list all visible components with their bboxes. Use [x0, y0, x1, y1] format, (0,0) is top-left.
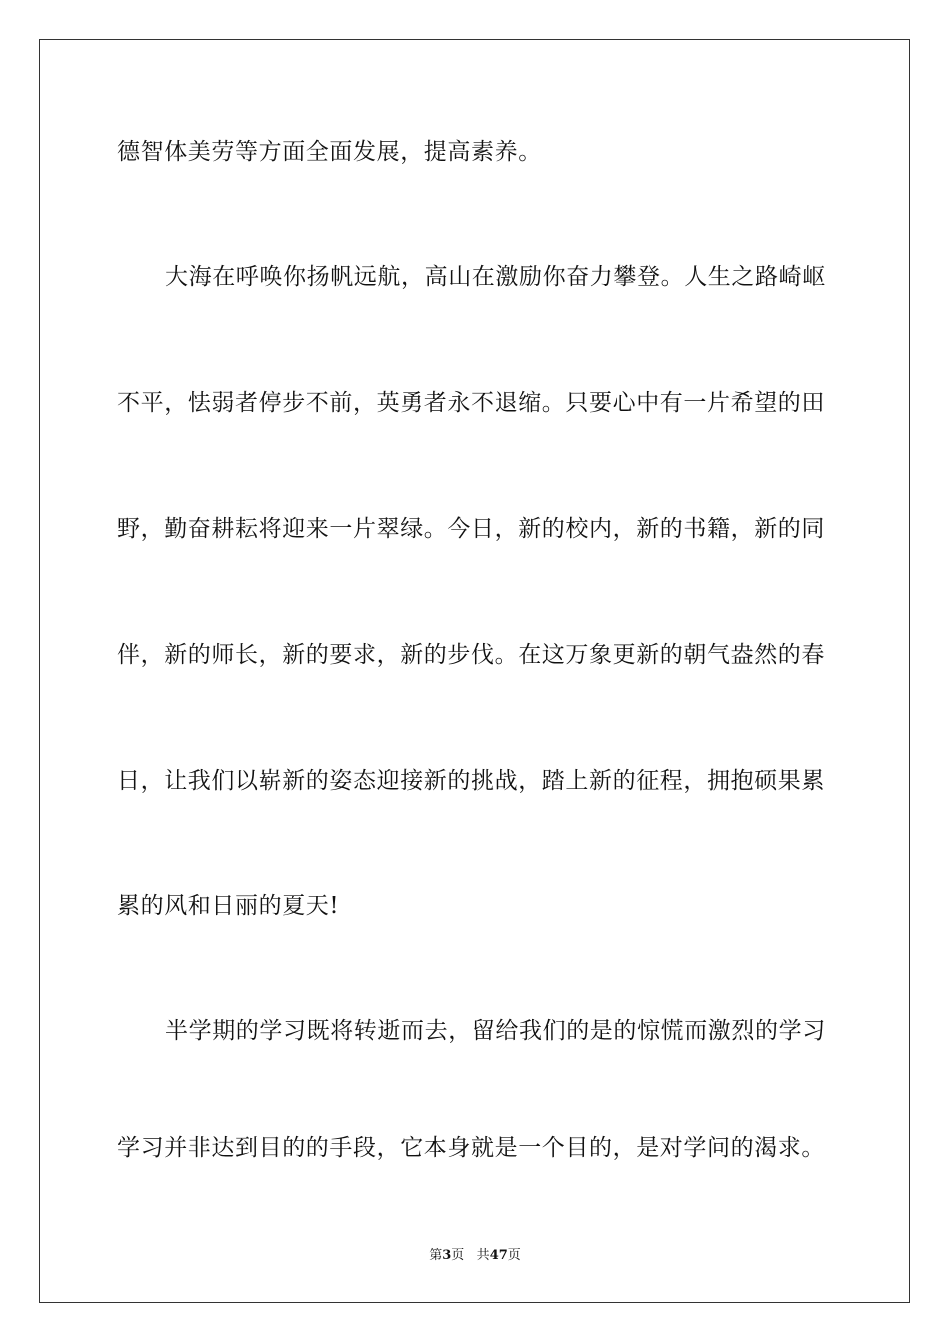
total-pages: 47 — [489, 1248, 508, 1263]
text-line-4: 野，勤奋耕耘将迎来一片翠绿。今日，新的校内，新的书籍，新的同 — [117, 516, 825, 542]
paragraph-start-line: 半学期的学习既将转逝而去，留给我们的是的惊慌而激烈的学习 — [165, 1018, 826, 1044]
text-line-3: 不平，怯弱者停步不前，英勇者永不退缩。只要心中有一片希望的田 — [117, 390, 825, 416]
text-line-6: 日，让我们以崭新的姿态迎接新的挑战，踏上新的征程，拥抱硕果累 — [117, 768, 825, 794]
paragraph-start-line: 大海在呼唤你扬帆远航，高山在激励你奋力攀登。人生之路崎岖 — [165, 264, 826, 290]
page-number: 3 — [442, 1248, 452, 1263]
text-line-1: 德智体美劳等方面全面发展，提高素养。 — [117, 139, 542, 165]
total-prefix: 共 — [476, 1248, 490, 1263]
page-border — [39, 39, 910, 1303]
total-suffix: 页 — [507, 1248, 521, 1263]
page-suffix: 页 — [451, 1248, 465, 1263]
page-prefix: 第 — [429, 1248, 443, 1263]
text-line-5: 伴，新的师长，新的要求，新的步伐。在这万象更新的朝气盎然的春 — [117, 642, 825, 668]
text-line-9: 学习并非达到目的的手段，它本身就是一个目的，是对学问的渴求。 — [117, 1135, 825, 1161]
page-footer — [0, 1247, 950, 1265]
text-line-7: 累的风和日丽的夏天! — [117, 893, 340, 919]
